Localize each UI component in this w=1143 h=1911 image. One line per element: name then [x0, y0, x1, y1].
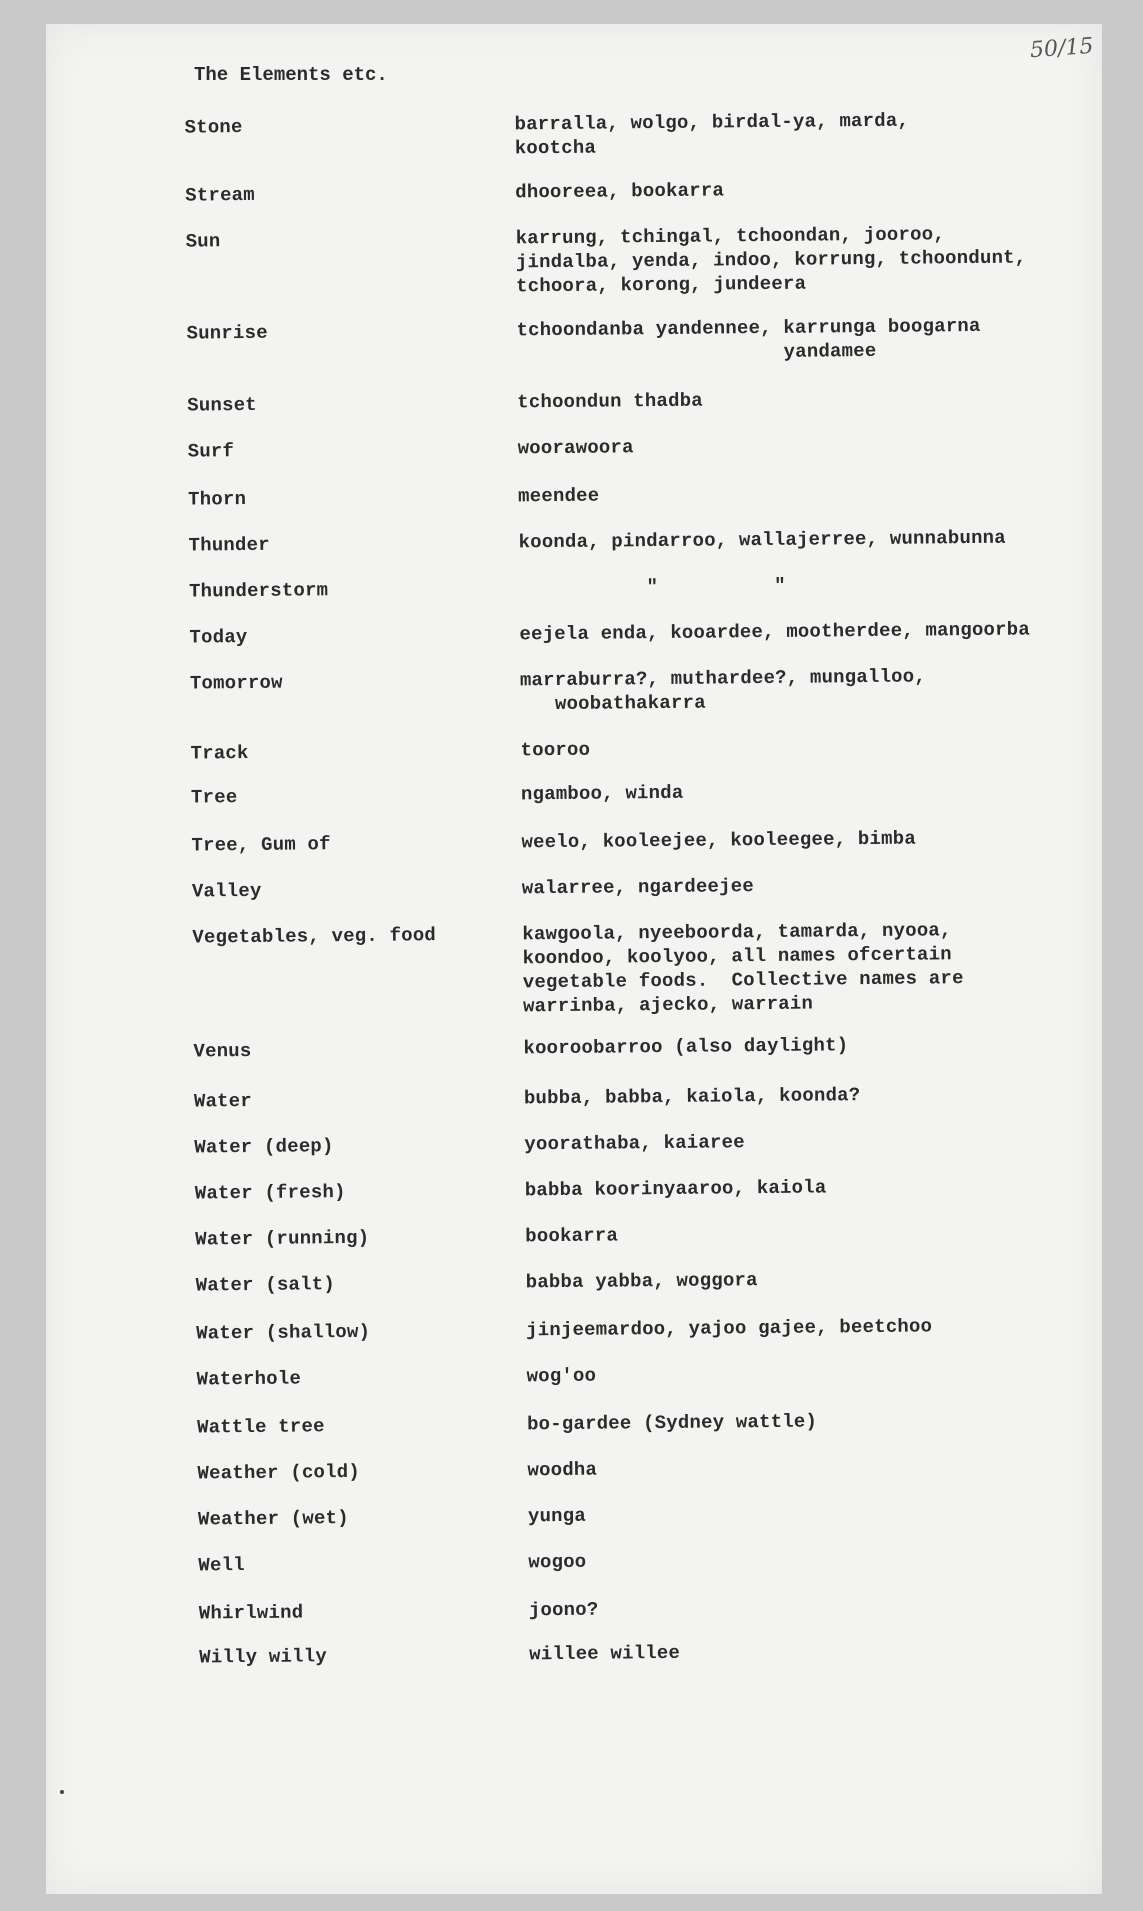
- list-item: [0, 616, 1140, 649]
- list-item: [5, 1406, 1143, 1439]
- entry-term: Water (shallow): [196, 1320, 371, 1345]
- entry-definition: yoorathaba, kaiaree: [524, 1131, 745, 1156]
- list-item: [3, 1172, 1143, 1205]
- entry-definition: wog'oo: [526, 1364, 597, 1388]
- list-item: [0, 870, 1143, 903]
- entry-term: Venus: [193, 1039, 252, 1063]
- list-item: [2, 1126, 1143, 1159]
- list-item: [4, 1358, 1143, 1391]
- entry-definition: tooroo: [520, 738, 591, 762]
- page-number: 50/15: [1029, 33, 1095, 64]
- entry-term: Water (running): [195, 1226, 370, 1251]
- entry-term: Whirlwind: [198, 1601, 304, 1625]
- entry-term: Thunderstorm: [188, 579, 329, 603]
- list-item: [0, 430, 1139, 463]
- list-item: [0, 478, 1139, 511]
- entry-term: Willy willy: [199, 1645, 327, 1669]
- entry-definition: bubba, babba, kaiola, koonda?: [523, 1084, 861, 1110]
- list-item: [5, 1452, 1143, 1485]
- entry-definition: joono?: [528, 1598, 599, 1622]
- list-item: [0, 662, 1141, 716]
- entry-term: Sunset: [187, 393, 257, 417]
- list-item: [0, 174, 1136, 207]
- list-item: [0, 570, 1140, 603]
- entry-term: Stream: [185, 183, 255, 207]
- entry-term: Thorn: [188, 487, 247, 511]
- entry-definition: koonda, pindarroo, wallajerree, wunnabunna: [518, 526, 1006, 554]
- entry-term: Water: [193, 1089, 253, 1113]
- entry-term: Thunder: [188, 533, 270, 557]
- entry-definition: kawgoola, nyeeboorda, tamarda, nyooa, koondoo, koolyoo, all names ofcertain vegetable foods. Collective names are warrinba, ajecko, warrain: [522, 919, 964, 1018]
- list-item: [0, 776, 1142, 809]
- entry-definition: bo-gardee (Sydney wattle): [526, 1410, 818, 1436]
- list-item: [4, 1312, 1143, 1345]
- entry-definition: jinjeemardoo, yajoo gajee, beetchoo: [526, 1315, 933, 1342]
- list-item: [6, 1498, 1143, 1531]
- entry-definition: bookarra: [525, 1224, 619, 1248]
- list-item: [0, 824, 1142, 857]
- entry-term: Wattle tree: [196, 1415, 325, 1439]
- entry-definition: barralla, wolgo, birdal-ya, marda, kootcha: [514, 109, 910, 160]
- entry-term: Weather (wet): [197, 1507, 349, 1531]
- list-item: [7, 1636, 1143, 1669]
- entry-definition: kooroobarroo (also daylight): [523, 1034, 849, 1060]
- entry-term: Vegetables, veg. food: [192, 924, 437, 949]
- list-item: [0, 916, 1143, 1018]
- entry-definition: eejela enda, kooardee, mootherdee, mangoorba: [519, 618, 1031, 646]
- page-heading: The Elements etc.: [194, 64, 388, 86]
- entry-definition: walarree, ngardeejee: [521, 875, 755, 900]
- entry-definition: babba yabba, woggora: [525, 1269, 758, 1294]
- list-item: [4, 1264, 1143, 1297]
- list-item: [1, 1030, 1143, 1063]
- entry-term: Water (deep): [194, 1135, 334, 1159]
- list-item: [0, 732, 1141, 765]
- entry-definition: tchoondun thadba: [517, 389, 703, 414]
- entry-term: Weather (cold): [197, 1460, 361, 1485]
- entry-definition: meendee: [518, 484, 600, 508]
- list-item: [0, 220, 1137, 298]
- entry-definition: weelo, kooleejee, kooleegee, bimba: [521, 827, 917, 854]
- entry-definition: yunga: [527, 1504, 587, 1528]
- entry-term: Tree: [190, 786, 238, 809]
- entry-definition: babba koorinyaaroo, kaiola: [524, 1176, 827, 1202]
- list-item: [0, 524, 1139, 557]
- list-item: [6, 1544, 1143, 1577]
- list-item: [3, 1218, 1143, 1251]
- entry-definition: ngamboo, winda: [520, 781, 684, 806]
- list-item: [2, 1080, 1143, 1113]
- entry-term: Track: [190, 741, 249, 765]
- entry-definition: wogoo: [528, 1550, 587, 1574]
- entry-term: Water (fresh): [194, 1181, 346, 1205]
- entry-term: Stone: [184, 116, 243, 139]
- entry-definition: marraburra?, muthardee?, mungalloo, woobathakarra: [519, 665, 927, 716]
- entry-definition: tchoondanba yandennee, karrunga boogarna yandamee: [516, 314, 981, 366]
- entry-definition: dhooreea, bookarra: [515, 179, 725, 204]
- entry-term: Sun: [185, 230, 221, 253]
- entry-definition: woodha: [527, 1458, 598, 1482]
- entry-term: Sunrise: [186, 321, 268, 345]
- entry-term: Water (salt): [195, 1273, 336, 1297]
- list-item: [0, 106, 1135, 160]
- entry-definition: willee willee: [529, 1641, 681, 1666]
- entry-term: Tree, Gum of: [191, 833, 331, 857]
- list-item: [7, 1592, 1143, 1625]
- list-item: [0, 384, 1138, 417]
- entry-term: Waterhole: [196, 1367, 302, 1391]
- entry-term: Well: [198, 1554, 245, 1577]
- entry-definition: " ": [518, 574, 786, 600]
- entry-definition: karrung, tchingal, tchoondan, jooroo, jindalba, yenda, indoo, korrung, tchoondunt, tchoora, korong, jundeera: [515, 223, 1027, 298]
- entry-term: Tomorrow: [189, 671, 283, 695]
- entry-term: Today: [189, 625, 248, 649]
- entry-term: Surf: [187, 440, 235, 463]
- entry-definition: woorawoora: [517, 436, 634, 460]
- entry-term: Valley: [191, 879, 262, 903]
- ink-speck: [60, 1790, 64, 1794]
- list-item: [0, 312, 1137, 366]
